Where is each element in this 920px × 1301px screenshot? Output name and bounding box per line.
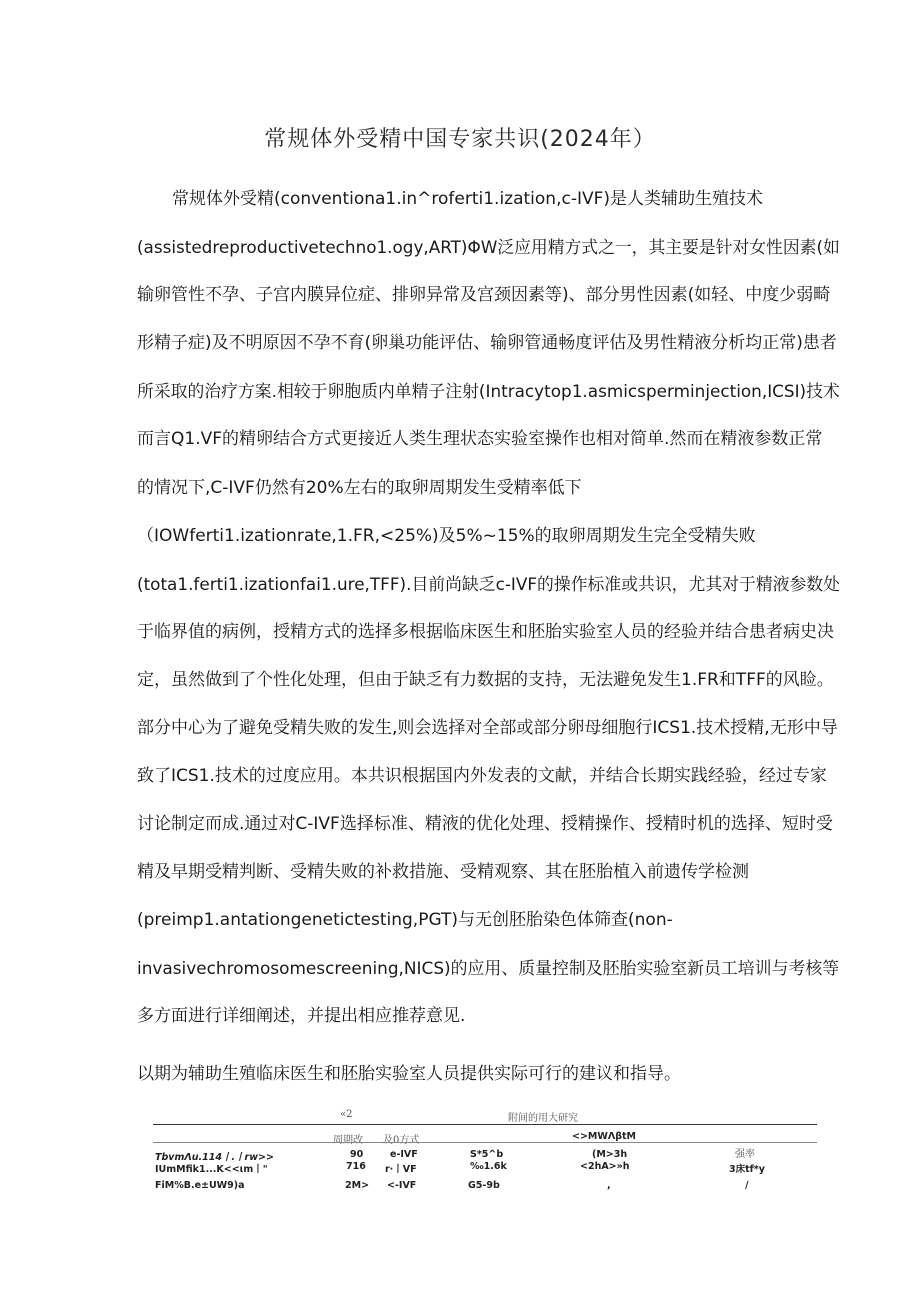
paragraph-line: 致了ICS1.技术的过度应用。本共识根据国内外发表的文献，并结合长期实践经验，经过专家 — [137, 766, 827, 786]
paragraph-line: 的情况下,C-IVF仍然有20%左右的取卵周期发生受精率低下 — [137, 478, 582, 498]
paragraph-2: 以期为辅助生殖临床医生和胚胎实验室人员提供实际可行的建议和指导。 — [137, 1064, 681, 1084]
table-caption-left: «2 — [340, 1109, 353, 1120]
table-cell: G5-9b — [468, 1180, 500, 1191]
table-cell: / — [745, 1180, 749, 1191]
paragraph-line: 多方面进行详细阐述，并提出相应推荐意见. — [137, 1006, 466, 1026]
table-cell: 3床tf*y — [729, 1164, 765, 1175]
table-header-cell: 强率 — [735, 1149, 755, 1160]
table-cell: <2hA>»h — [580, 1161, 630, 1172]
paragraph-line: 于临界值的病例，授精方式的选择多根据临床医生和胚胎实验室人员的经验并结合患者病史决 — [137, 622, 834, 642]
paragraph-line: (assistedreproductivetechno1.ogy,ART)ΦW泛应用精方式之一，其主要是针对女性因素(如 — [137, 237, 840, 257]
table-header-rule — [153, 1142, 817, 1143]
paragraph-line: 而言Q1.VF的精卵结合方式更接近人类生理状态实验室操作也相对简单.然而在精液参数正常 — [137, 429, 823, 449]
table-cell: TbvmΛu.114丨.丨rw>> — [155, 1152, 274, 1163]
table-cell: IUmMfik1...K<<ιm丨" — [155, 1164, 268, 1175]
table-cell: S*5^b — [470, 1149, 504, 1160]
table-cell: ‰1.6k — [470, 1161, 507, 1172]
paragraph-line: （IOWferti1.izationrate,1.FR,<25%)及5%~15%的取卵周期发生完全受精失败 — [137, 526, 756, 546]
table-header-cell: 及0方式 — [383, 1135, 420, 1146]
paragraph-line: 常规体外受精(conventiona1.in^roferti1.ization,c-IVF)是人类辅助生殖技术 — [172, 189, 764, 209]
paragraph-line: invasivechromosomescreening,NICS)的应用、质量控制及胚胎实验室新员工培训与考核等 — [137, 958, 840, 978]
page-title: 常规体外受精中国专家共识(2024年） — [264, 127, 656, 152]
table-cell: , — [607, 1180, 611, 1191]
paragraph-line: 精及早期受精判断、受精失败的补救措施、受精观察、其在胚胎植入前遗传学检测 — [137, 862, 749, 882]
paragraph-line: 形精子症)及不明原因不孕不育(卵巢功能评估、输卵管通畅度评估及男性精液分析均正常)患者 — [137, 333, 837, 353]
table-cell: FiM%B.e±UW9)a — [155, 1180, 245, 1191]
paragraph-line: (preimp1.antationgenetictesting,PGT)与无创胚胎染色体筛查(non- — [137, 910, 673, 930]
table-header-cell: 周期改 — [333, 1135, 363, 1146]
table-cell: e-IVF — [390, 1149, 418, 1160]
table-caption-right: 附间的用大研究 — [508, 1113, 578, 1124]
paragraph-line: 讨论制定而成.通过对C-IVF选择标准、精液的优化处理、授精操作、授精时机的选择、短时受 — [137, 814, 833, 834]
table-header-cell: <>MWΛβtM — [572, 1131, 636, 1142]
table-cell: 716 — [346, 1161, 366, 1172]
paragraph-line: 所采取的治疗方案.相较于卵胞质内单精子注射(Intracytop1.asmicsperminjection,ICSI)技术 — [137, 381, 840, 401]
table-cell: <-IVF — [387, 1180, 417, 1191]
paragraph-line: 输卵管性不孕、子宫内膜异位症、排卵异常及宫颈因素等)、部分男性因素(如轻、中度少弱畸 — [137, 285, 831, 305]
table-cell: 2M> — [345, 1180, 370, 1191]
table-cell: r·丨VF — [385, 1164, 417, 1175]
table-cell: 90 — [350, 1149, 364, 1160]
paragraph-line: 定，虽然做到了个性化处理，但由于缺乏有力数据的支持，无法避免发生1.FR和TFF的风睑。 — [137, 670, 834, 690]
paragraph-line: 部分中心为了避免受精失败的发生,则会选择对全部或部分卵母细胞行ICS1.技术授精,无形中导 — [137, 718, 838, 738]
table-top-rule — [153, 1124, 817, 1125]
table-cell: (M>3h — [592, 1149, 628, 1160]
paragraph-line: (tota1.ferti1.izationfai1.ure,TFF).目前尚缺乏c-IVF的操作标准或共识，尤其对于精液参数处 — [137, 574, 840, 594]
